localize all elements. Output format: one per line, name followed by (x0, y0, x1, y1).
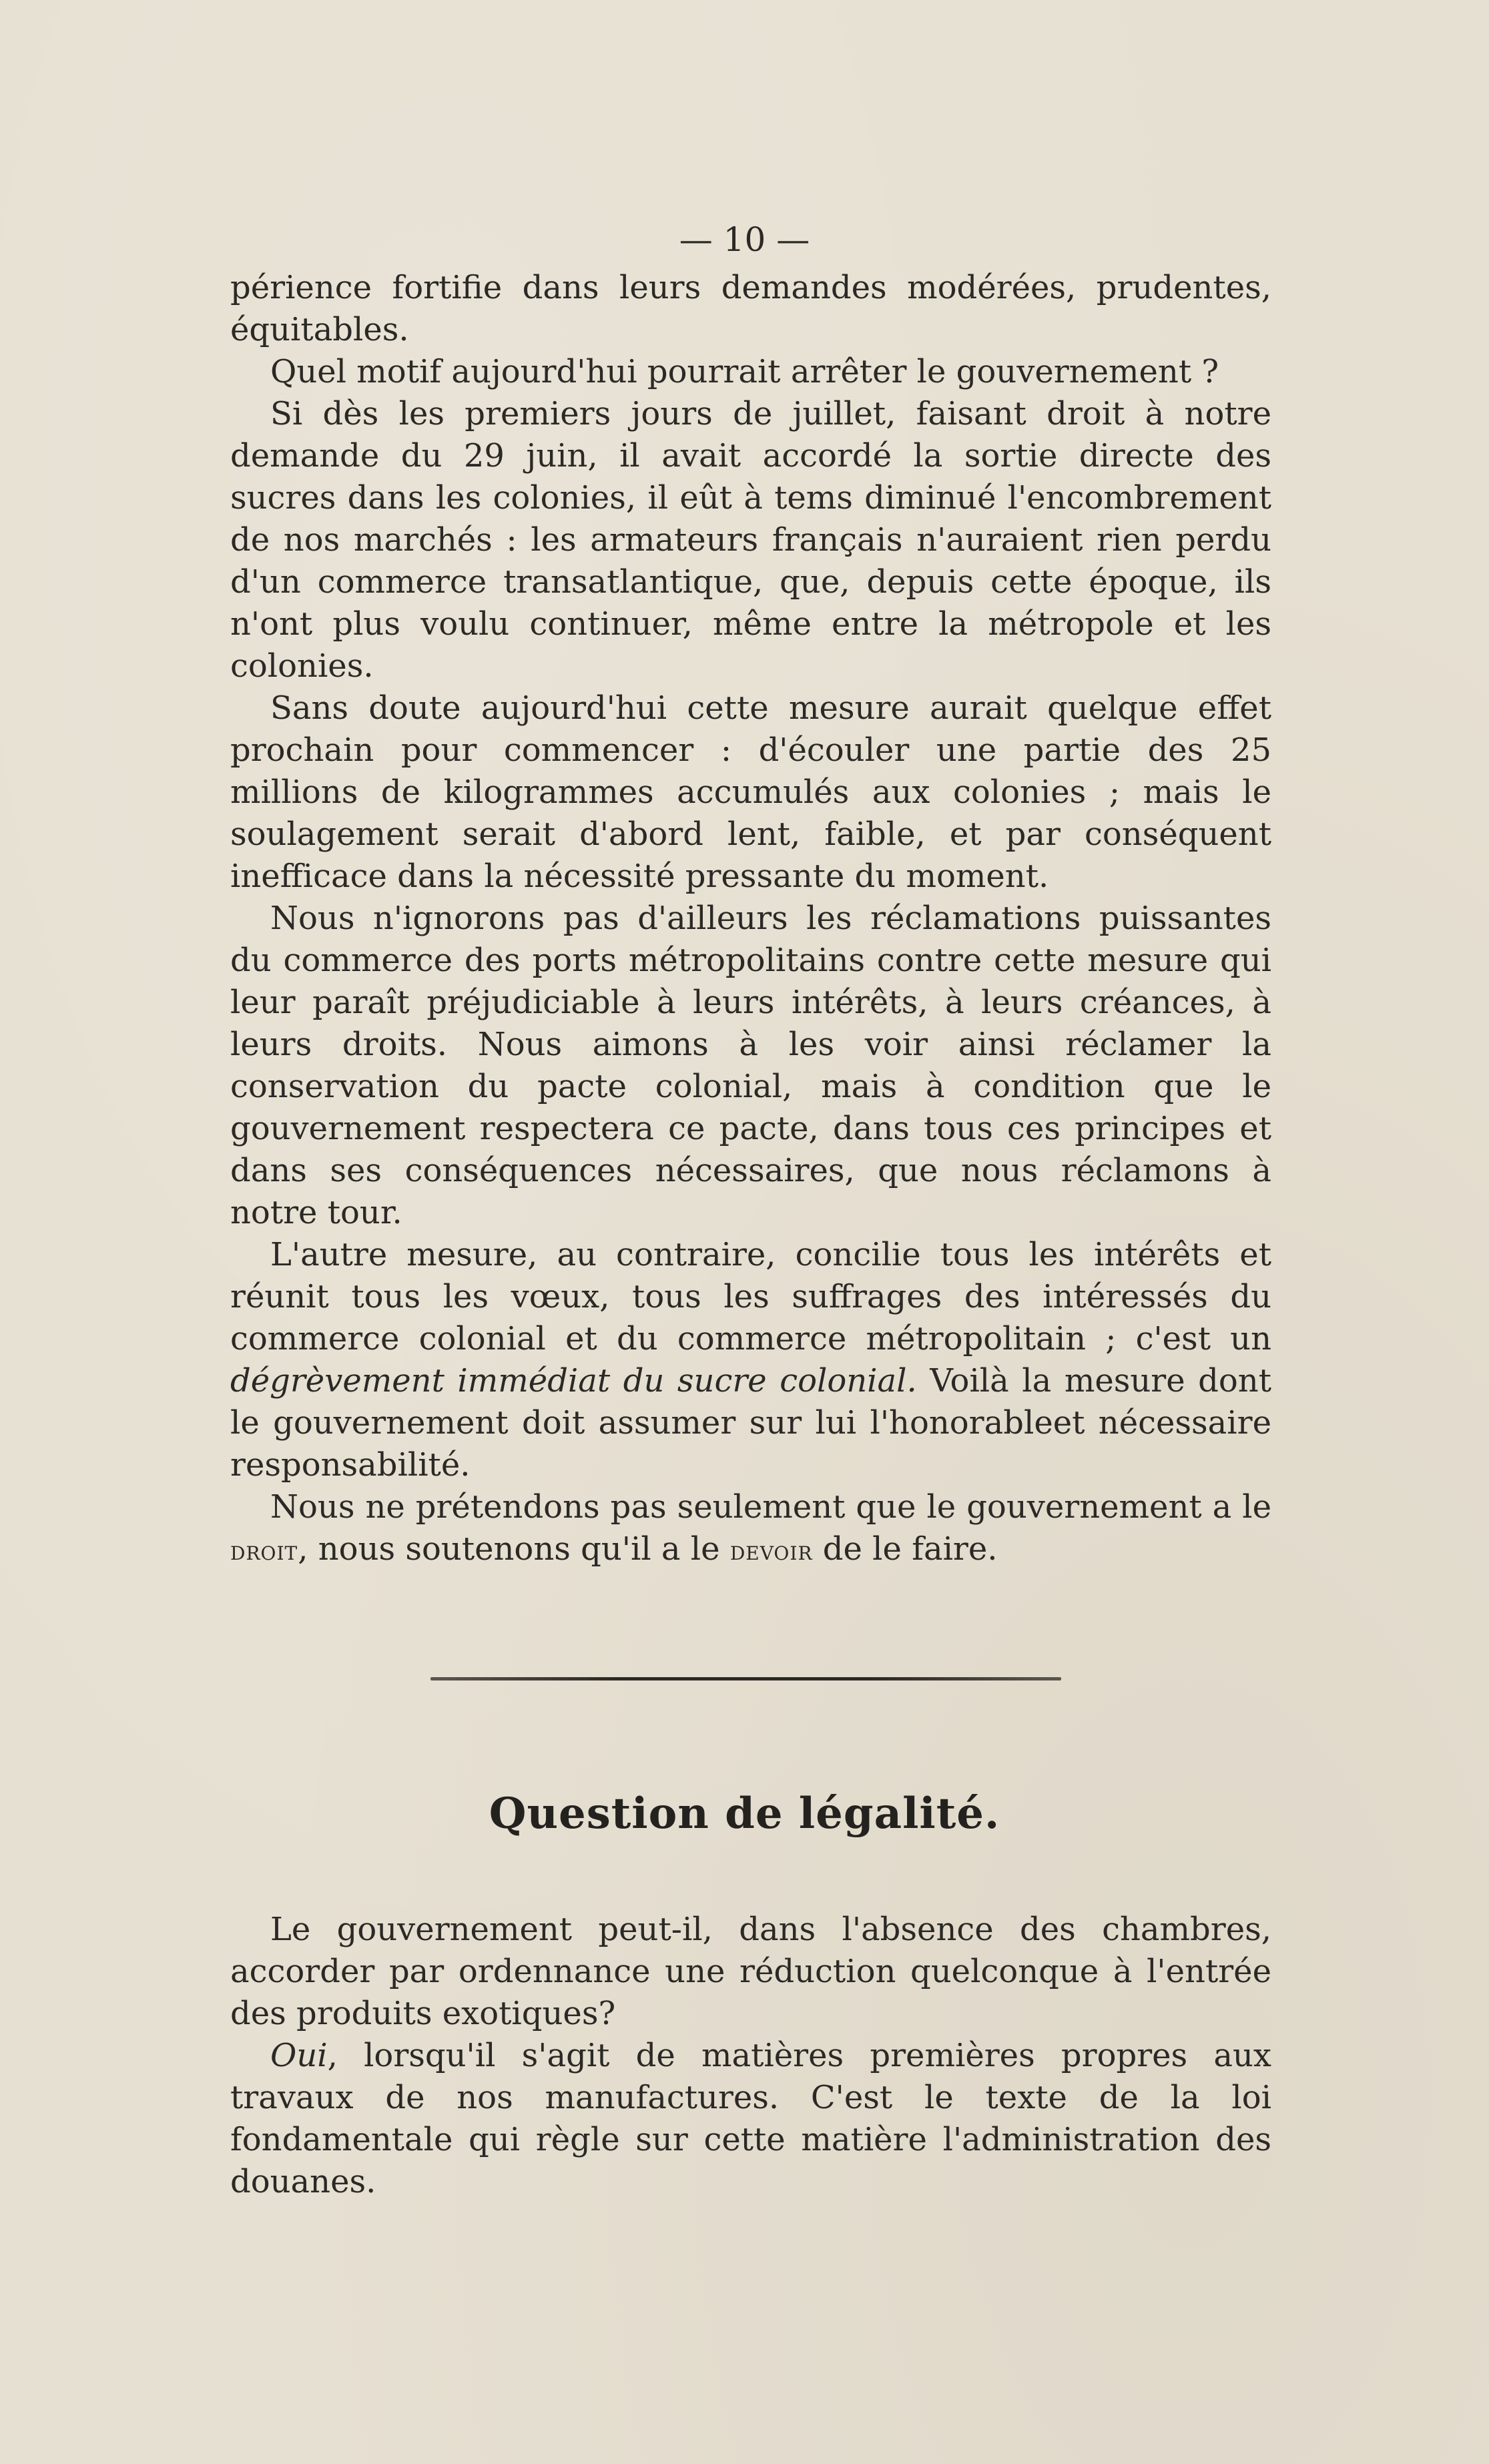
text-run: Nous ne prétendons pas seulement que le gouvernement a le (270, 1488, 1271, 1526)
section-body (230, 267, 1271, 1572)
page-number (0, 220, 1489, 259)
section-body-legalite (230, 1909, 1271, 2203)
paragraph: Sans doute aujourd'hui cette mesure aurait quelque effet prochain pour commencer : d'écouler une partie des 25 millions de kilogrammes accumulés aux colonies ; mais le soulagement serait d'abord lent, faible, et par conséquent inefficace dans la nécessité pressante du moment. (230, 689, 1271, 895)
paragraph: Le gouvernement peut-il, dans l'absence des chambres, accorder par ordennance une réduction quelconque à l'entrée des produits exotiques? (230, 1911, 1271, 2032)
paragraph: Quel motif aujourd'hui pourrait arrêter le gouvernement ? (270, 353, 1219, 390)
text-run: , lorsqu'il s'agit de matières premières propres aux travaux de nos manufactures. C'est le texte de la loi fondamentale qui règle sur cette matière l'administration des douanes. (230, 2037, 1271, 2200)
paragraph-droit-devoir (230, 1486, 1271, 1572)
paragraph-oui (230, 2035, 1271, 2203)
text-run: , nous soutenons qu'il a le (298, 1530, 730, 1568)
section-heading (0, 1789, 1489, 1839)
paragraph: Nous n'ignorons pas d'ailleurs les réclamations puissantes du commerce des ports métropolitains contre cette mesure qui leur paraît préjudiciable à leurs intérêts, à leurs créances, à leurs droits. Nous aimons à les voir ainsi réclamer la conservation du pacte colonial, mais à condition que le gouvernement respectera ce pacte, dans tous ces principes et dans ses conséquences nécessaires, que nous réclamons à notre tour. (230, 900, 1271, 1231)
text-run: L'autre mesure, au contraire, concilie tous les intérêts et réunit tous les vœux, tous les suffrages des intéressés du commerce colonial et du commerce métropolitain ; c'est un (230, 1236, 1271, 1357)
italic-phrase: dégrèvement immédiat du sucre colonial. (230, 1362, 917, 1400)
section-divider-rule (430, 1677, 1061, 1680)
text-run: de le faire. (812, 1530, 998, 1568)
italic-oui: Oui (270, 2037, 328, 2074)
small-caps-devoir: devoir (729, 1536, 813, 1566)
section-heading-text: Question de légalité. (489, 1789, 1000, 1839)
page-number-text: — 10 — (679, 220, 810, 259)
paragraph-degrevement (230, 1234, 1271, 1486)
paragraph: Si dès les premiers jours de juillet, faisant droit à notre demande du 29 juin, il avait accordé la sortie directe des sucres dans les colonies, il eût à tems diminué l'encombrement de nos marchés : les armateurs français n'auraient rien perdu d'un commerce transatlantique, que, depuis cette époque, ils n'ont plus voulu continuer, même entre la métropole et les colonies. (230, 395, 1271, 685)
small-caps-droit: droit (230, 1536, 298, 1566)
text-run: Voilà la mesure dont le gouvernement doit assumer sur lui l'honorableet nécessaire responsabilité. (230, 1362, 1272, 1484)
paragraph-continuation: périence fortifie dans leurs demandes modérées, prudentes, équitables. (230, 269, 1271, 348)
